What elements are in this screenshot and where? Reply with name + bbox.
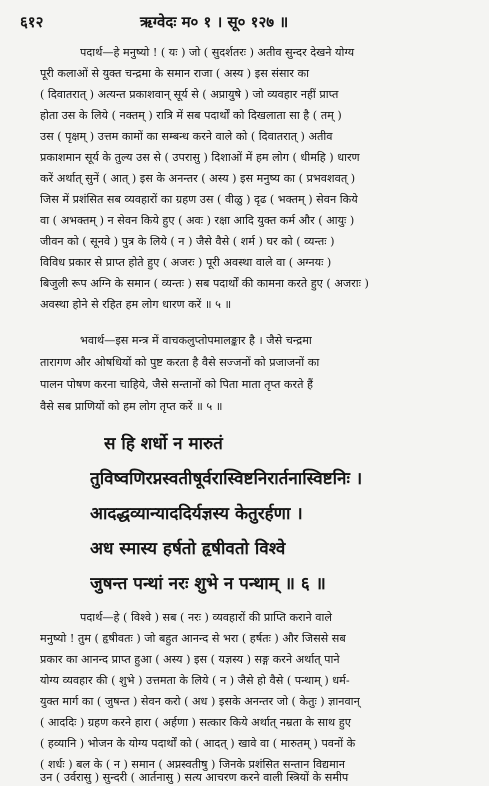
page-number: ६१२ <box>20 13 44 31</box>
bhavartha-line: तारागण और ओषधियों को पुष्ट करता है वैसे सज्जनों को प्रजाजनों का <box>40 356 320 369</box>
padartha-line: ( आददिः ) ग्रहण करने हारा ( अर्हणा ) सत्कार किये अर्थात् नम्रता के साथ हुए <box>40 716 351 729</box>
padartha-line: अवस्था होने से रहित हम लोग धारण करें ॥ ५ ॥ <box>40 298 232 311</box>
padartha-line: ( हव्यानि ) भोजन के योग्य पदार्थों को ( आदत् ) खावे वा ( मारुतम् ) पवनों के <box>40 737 356 750</box>
padartha-line: पदार्थ—हे ( विश्वे ) सब ( नरः ) व्यवहारों की प्राप्ति कराने वाले <box>80 611 332 624</box>
bhavartha-line: भवार्थ—इस मन्त्र में वाचकलुप्तोपमालङ्कार है । जैसे चन्द्रमा <box>80 334 312 347</box>
running-title: ऋग्वेदः म० १ । सू० १२७ ॥ <box>140 13 289 31</box>
verse-line: आदद्धव्यान्याददिर्यज्ञस्य केतुरर्हणा । <box>90 504 303 524</box>
padartha-line: प्रकाशमान सूर्य के तुल्य उस से ( उपरासु ) दिशाओं में हम लोग ( धीमहि ) धारण <box>40 151 360 164</box>
bhavartha-line: वैसे सब प्राणियों को हम लोग तृप्त करें ॥ ५ ॥ <box>40 400 223 413</box>
padartha-line: जिस में प्रशंसित सब व्यवहारों का ग्रहण उस ( वीळु ) दृढ ( भक्तम् ) सेवन किये <box>40 193 358 206</box>
padartha-line: उस ( पृक्षम् ) उत्तम कामों का सम्बन्ध करने वाले को ( दिवातरात् ) अतीव <box>40 130 333 143</box>
padartha-line: उन ( उर्वरासु ) सुन्दरी ( आर्तनासु ) सत्य आचरण करने वाली स्त्रियों के समीप <box>40 771 349 784</box>
padartha-line: योग्य व्यवहार की ( शुभे ) उत्तमता के लिये ( न ) जैसे हो वैसे ( पन्थाम् ) धर्म- <box>40 674 350 687</box>
padartha-line: जीवन को ( सूनवे ) पुत्र के लिये ( न ) जैसे वैसे ( शर्म ) घर को ( व्यन्तः ) <box>40 235 335 248</box>
padartha-line: पूरी कलाओं से युक्त चन्द्रमा के समान राजा ( अस्य ) इस संसार का <box>40 67 309 80</box>
verse-line: अध स्मास्य हर्षतो हृषीवतो विश्वे <box>90 539 286 559</box>
verse-line: तुविष्वणिरप्नस्वतीषूर्वरास्विष्टनिरार्तनास्विष्टनिः । <box>90 469 363 489</box>
padartha-line: ( दिवातरात् ) अत्यन्त प्रकाशवान् सूर्य से ( अप्रायुषे ) जो व्यवहार नहीं प्राप्त <box>40 88 339 101</box>
padartha-line: पदार्थ—हे मनुष्यो ! ( यः ) जो ( सुदर्शतरः ) अतीव सुन्दर देखने योग्य <box>80 46 355 59</box>
verse-line: स हि शर्धो न मारुतं <box>104 434 223 454</box>
padartha-line: प्रकार का आनन्द प्राप्त हुआ ( अस्य ) इस ( यज्ञस्य ) सङ्ग करने अर्थात् पाने <box>40 653 340 666</box>
padartha-line: वा ( अभक्तम् ) न सेवन किये हुए ( अवः ) रक्षा आदि युक्त कर्म और ( आयुः ) <box>40 214 355 227</box>
padartha-line: मनुष्यो ! तुम ( हृषीवतः ) जो बहुत आनन्द से भरा ( हर्षतः ) और जिससे सब <box>40 632 346 645</box>
padartha-line: करें अर्थात् सुनें ( आत् ) इस के अनन्तर ( अस्य ) इस मनुष्य का ( प्रभवशवत् ) <box>40 172 356 185</box>
padartha-line: ( शर्धः ) बल के ( न ) समान ( अप्नस्वतीषु ) जिनके प्रशंसित सन्तान विद्यमान <box>40 758 345 771</box>
page-header <box>20 12 469 34</box>
padartha-line: बिजुली रूप अग्नि के समान ( व्यन्तः ) सब पदार्थों की कामना करते हुए ( अजराः ) <box>40 277 369 290</box>
padartha-line: होता उस के लिये ( नक्तम् ) रात्रि में सब पदार्थों को दिखलाता सा है ( तम् ) <box>40 109 342 122</box>
padartha-line: विविध प्रकार से प्राप्त होते हुए ( अजरः ) पूरी अवस्था वाले वा ( अग्नयः ) <box>40 256 332 269</box>
padartha-line: युक्त मार्ग का ( जुषन्त ) सेवन करो ( अध ) इसके अनन्तर जो ( केतुः ) ज्ञानवान् <box>40 695 360 708</box>
bhavartha-line: पालन पोषण करना चाहिये, जैसे सन्तानों को पिता माता तृप्त करते हैं <box>40 378 313 391</box>
verse-line: जुषन्त पन्थां नरः शुभे न पन्थाम् ॥ ६ ॥ <box>90 574 326 594</box>
